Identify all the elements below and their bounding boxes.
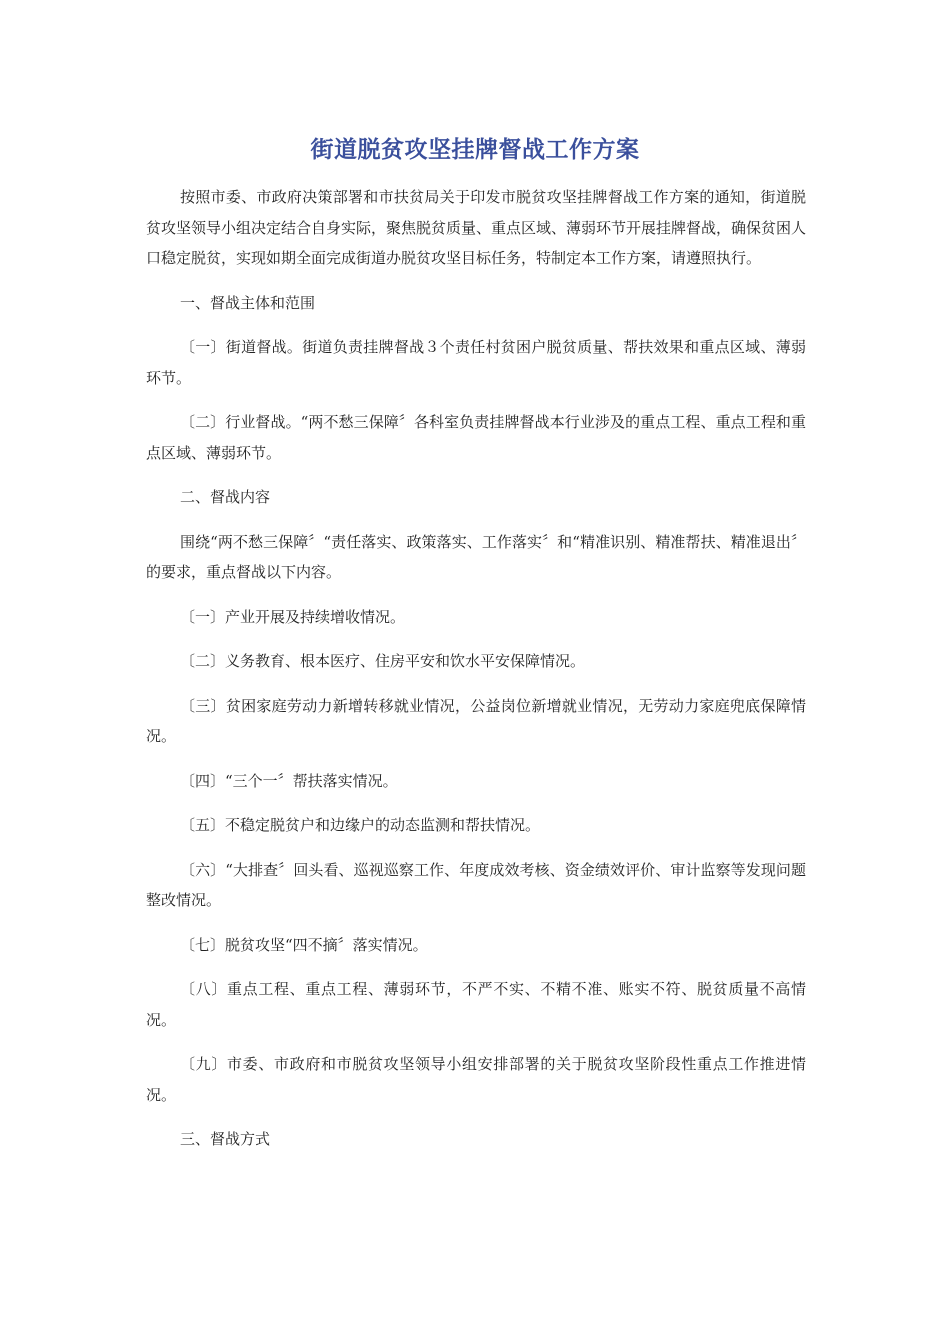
intro-paragraph: 按照市委、市政府决策部署和市扶贫局关于印发市脱贫攻坚挂牌督战工作方案的通知，街道脱贫攻坚领导小组决定结合自身实际，聚焦脱贫质量、重点区域、薄弱环节开展挂牌督战，确保贫困人口稳定脱贫，实现如期全面完成街道办脱贫攻坚目标任务，特制定本工作方案，请遵照执行。 (146, 188, 807, 267)
section2-intro: 围绕“两不愁三保障〞“责任落实、政策落实、工作落实〞和“精准识别、精准帮扶、精准退出〞的要求，重点督战以下内容。 (146, 532, 806, 581)
section-heading-2: 二、督战内容 (180, 488, 271, 506)
section2-item-5: 〔五〕不稳定脱贫户和边缘户的动态监测和帮扶情况。 (180, 816, 541, 834)
section1-item-1: 〔一〕街道督战。街道负责挂牌督战３个责任村贫困户脱贫质量、帮扶效果和重点区域、薄弱环节。 (146, 338, 806, 387)
section2-item-8: 〔八〕重点工程、重点工程、薄弱环节，不严不实、不精不准、账实不符、脱贫质量不高情况。 (146, 980, 806, 1029)
section2-item-4: 〔四〕“三个一〞帮扶落实情况。 (180, 771, 398, 790)
document-body (146, 182, 806, 1155)
section2-item-9: 〔九〕市委、市政府和市脱贫攻坚领导小组安排部署的关于脱贫攻坚阶段性重点工作推进情况。 (146, 1055, 806, 1104)
section2-item-1: 〔一〕产业开展及持续增收情况。 (180, 607, 406, 626)
document-title: 街道脱贫攻坚挂牌督战工作方案 (310, 137, 640, 163)
section-heading-3: 三、督战方式 (180, 1130, 271, 1148)
section-heading-1: 一、督战主体和范围 (180, 293, 316, 312)
section2-item-3: 〔三〕贫困家庭劳动力新增转移就业情况，公益岗位新增就业情况，无劳动力家庭兜底保障情况。 (146, 696, 806, 745)
section2-item-2: 〔二〕义务教育、根本医疗、住房平安和饮水平安保障情况。 (180, 652, 586, 670)
section1-item-2: 〔二〕行业督战。“两不愁三保障〞各科室负责挂牌督战本行业涉及的重点工程、重点工程和重点区域、薄弱环节。 (146, 413, 806, 462)
section2-item-7: 〔七〕脱贫攻坚“四不摘〞落实情况。 (180, 935, 428, 954)
section2-item-6: 〔六〕“大排查〞回头看、巡视巡察工作、年度成效考核、资金绩效评价、审计监察等发现问题整改情况。 (146, 860, 806, 909)
